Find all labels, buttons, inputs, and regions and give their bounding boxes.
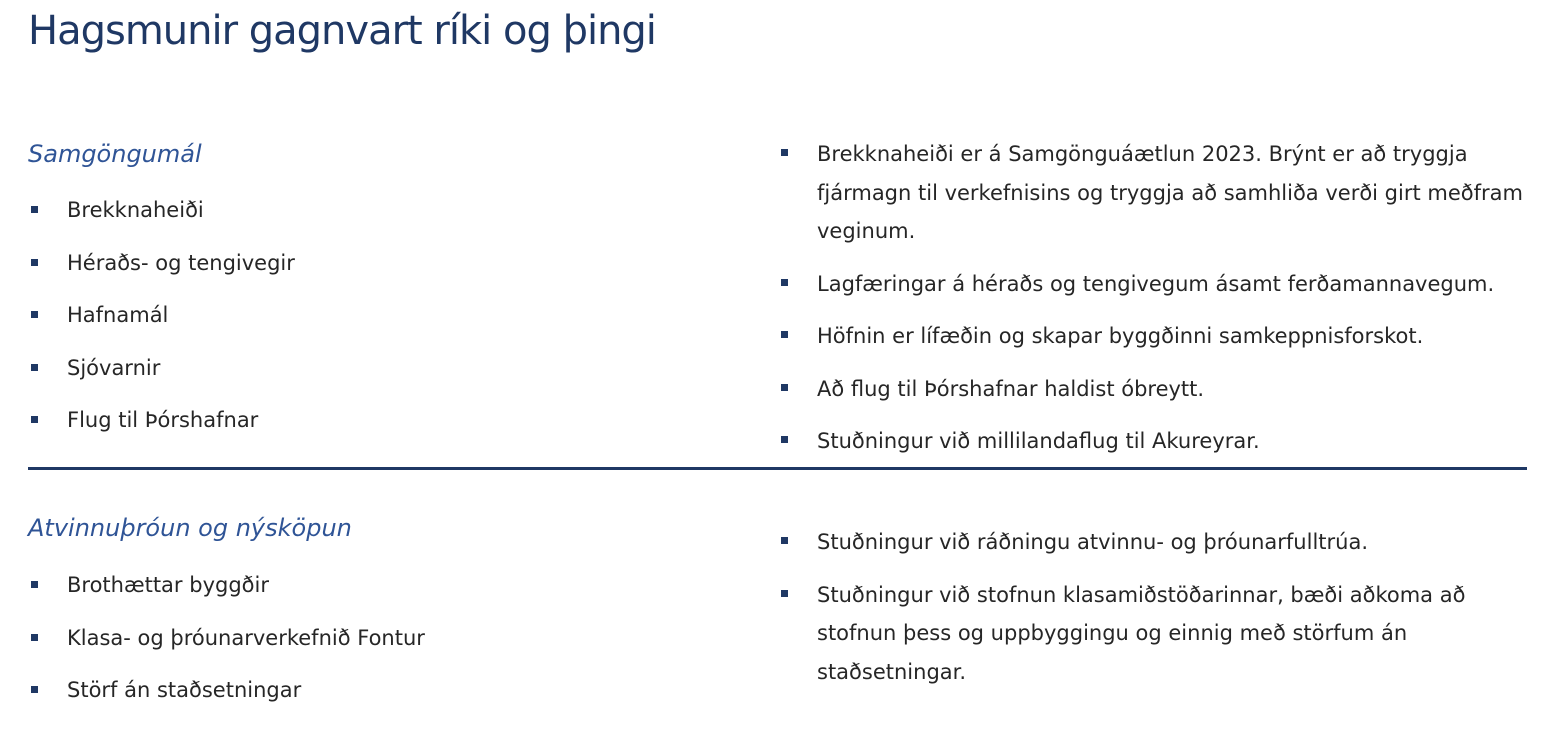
list-item: Brothættar byggðir bbox=[28, 572, 728, 625]
section-divider bbox=[28, 467, 1527, 470]
list-item: Héraðs- og tengivegir bbox=[28, 250, 728, 303]
square-bullet-icon bbox=[781, 331, 788, 338]
topic-list-samgongumal bbox=[28, 197, 728, 460]
list-item: Að flug til Þórshafnar haldist óbreytt. bbox=[778, 370, 1523, 409]
list-item: Stuðningur við stofnun klasamiðstöðarinnar, bæði aðkoma að stofnun þess og uppbyggingu og einnig með störfum án staðsetningar. bbox=[778, 576, 1523, 692]
square-bullet-icon bbox=[31, 581, 38, 588]
list-item: Klasa- og þróunarverkefnið Fontur bbox=[28, 625, 728, 678]
list-item: Brekknaheiði bbox=[28, 197, 728, 250]
list-item: Sjóvarnir bbox=[28, 355, 728, 408]
square-bullet-icon bbox=[781, 436, 788, 443]
list-item: Stuðningur við millilandaflug til Akureyrar. bbox=[778, 422, 1523, 461]
square-bullet-icon bbox=[31, 686, 38, 693]
page-title: Hagsmunir gagnvart ríki og þingi bbox=[28, 8, 656, 54]
list-item: Störf án staðsetningar bbox=[28, 677, 728, 730]
list-item: Höfnin er lífæðin og skapar byggðinni samkeppnisforskot. bbox=[778, 317, 1523, 356]
square-bullet-icon bbox=[31, 206, 38, 213]
detail-list-samgongumal bbox=[778, 135, 1523, 475]
list-item: Hafnamál bbox=[28, 302, 728, 355]
list-item: Stuðningur við ráðningu atvinnu- og þróunarfulltrúa. bbox=[778, 523, 1523, 562]
square-bullet-icon bbox=[781, 590, 788, 597]
square-bullet-icon bbox=[31, 416, 38, 423]
section-heading-atvinnuthroun: Atvinnuþróun og nýsköpun bbox=[28, 514, 352, 542]
square-bullet-icon bbox=[31, 634, 38, 641]
square-bullet-icon bbox=[781, 279, 788, 286]
square-bullet-icon bbox=[31, 364, 38, 371]
square-bullet-icon bbox=[31, 311, 38, 318]
detail-list-atvinnuthroun bbox=[778, 523, 1523, 705]
list-item: Flug til Þórshafnar bbox=[28, 407, 728, 460]
topic-list-atvinnuthroun bbox=[28, 572, 728, 730]
section-heading-samgongumal: Samgöngumál bbox=[28, 140, 202, 168]
square-bullet-icon bbox=[781, 149, 788, 156]
square-bullet-icon bbox=[781, 384, 788, 391]
square-bullet-icon bbox=[31, 259, 38, 266]
list-item: Brekknaheiði er á Samgönguáætlun 2023. Brýnt er að tryggja fjármagn til verkefnisins og tryggja að samhliða verði girt meðfram veginum. bbox=[778, 135, 1523, 251]
list-item: Lagfæringar á héraðs og tengivegum ásamt ferðamannavegum. bbox=[778, 265, 1523, 304]
square-bullet-icon bbox=[781, 537, 788, 544]
